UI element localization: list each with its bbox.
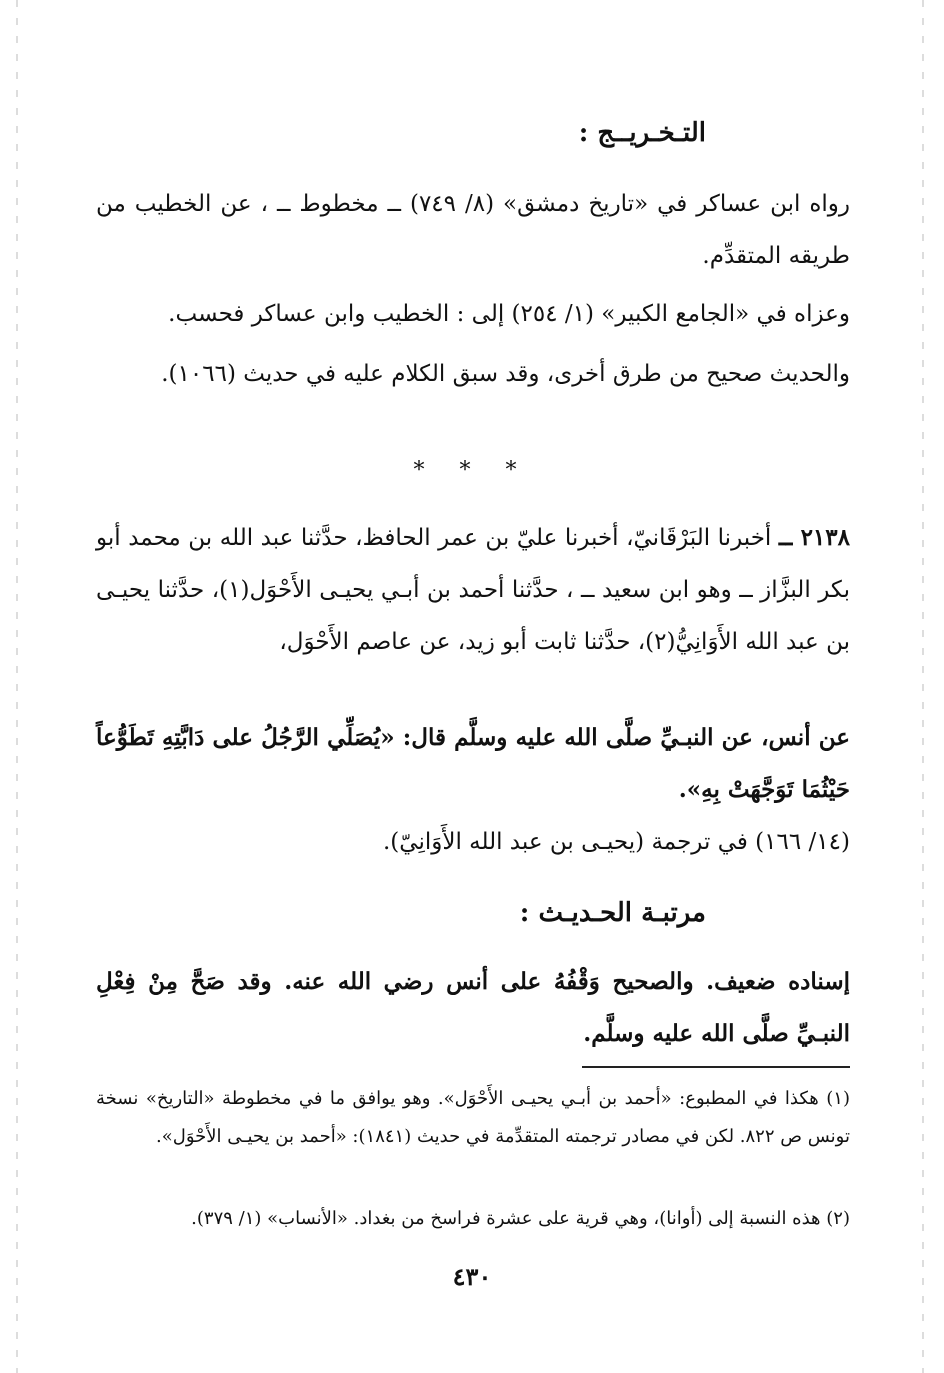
hadith-paragraph bbox=[96, 512, 850, 668]
rutba-paragraph: إسناده ضعيف. والصحيح وَقْفُهُ على أنس رضي الله عنه. وقد صَحَّ مِنْ فِعْلِ النبـيِّ صلَّى الله عليه وسلَّم. bbox=[96, 968, 850, 1047]
margin-dots-right bbox=[922, 0, 924, 1373]
page-number: ٤٣٠ bbox=[452, 1262, 492, 1291]
footnote-2: (٢) هذه النسبة إلى (أوانا)، وهي قرية على عشرة فراسخ من بغداد. «الأنساب» (١/ ٣٧٩). bbox=[191, 1208, 850, 1229]
footnote-1: (١) هكذا في المطبوع: «أحمد بن أبـي يحيـى الأَحْوَل». وهو يوافق ما في مخطوطة «التاريخ» نسخة تونس ص ٨٢٢. لكن في مصادر ترجمته المتقدِّمة في حديث (١٨٤١): «أحمد بن يحيـى الأَحْوَل». bbox=[96, 1088, 850, 1147]
section-separator: * * * bbox=[413, 458, 531, 483]
footnote-divider bbox=[582, 1066, 850, 1068]
hadith-number: ٢١٣٨ ــ bbox=[778, 524, 850, 551]
paragraph-takhrij-2: وعزاه في «الجامع الكبير» (١/ ٢٥٤) إلى : الخطيب وابن عساكر فحسب. bbox=[168, 301, 850, 327]
hadith-isnad: أخبرنا البَرْقَانيّ، أخبرنا عليّ بن عمر الحافظ، حدَّثنا عبد الله بن محمد أبو بكر البزَّاز ــ وهو ابن سعيد ــ ، حدَّثنا أحمد بن أبـي يحيـى الأَحْوَل(١)، حدَّثنا يحيـى بن عبد الله الأَوَانِيُّ(٢)، حدَّثنا ثابت أبو زيد، عن عاصم الأَحْوَل، bbox=[96, 525, 850, 655]
margin-dots-left bbox=[16, 0, 18, 1373]
takhrij-heading: التـخـريــج : bbox=[578, 118, 706, 148]
paragraph-takhrij-3: والحديث صحيح من طرق أخرى، وقد سبق الكلام عليه في حديث (١٠٦٦). bbox=[161, 361, 850, 387]
hadith-reference: (١٤/ ١٦٦) في ترجمة (يحيـى بن عبد الله الأَوَانِيّ). bbox=[382, 829, 850, 855]
hadith-matn: عن أنس، عن النبـيِّ صلَّى الله عليه وسلَّم قال: «يُصَلِّي الرَّجُلُ على دَابَّتِهِ تَطَوُّعاً حَيْثُمَا تَوَجَّهَتْ بِهِ». bbox=[96, 724, 850, 803]
rutba-heading: مرتبـة الحـديـث : bbox=[519, 898, 706, 928]
paragraph-takhrij-1: رواه ابن عساكر في «تاريخ دمشق» (٨/ ٧٤٩) ــ مخطوط ــ ، عن الخطيب من طريقه المتقدِّم. bbox=[96, 191, 850, 269]
